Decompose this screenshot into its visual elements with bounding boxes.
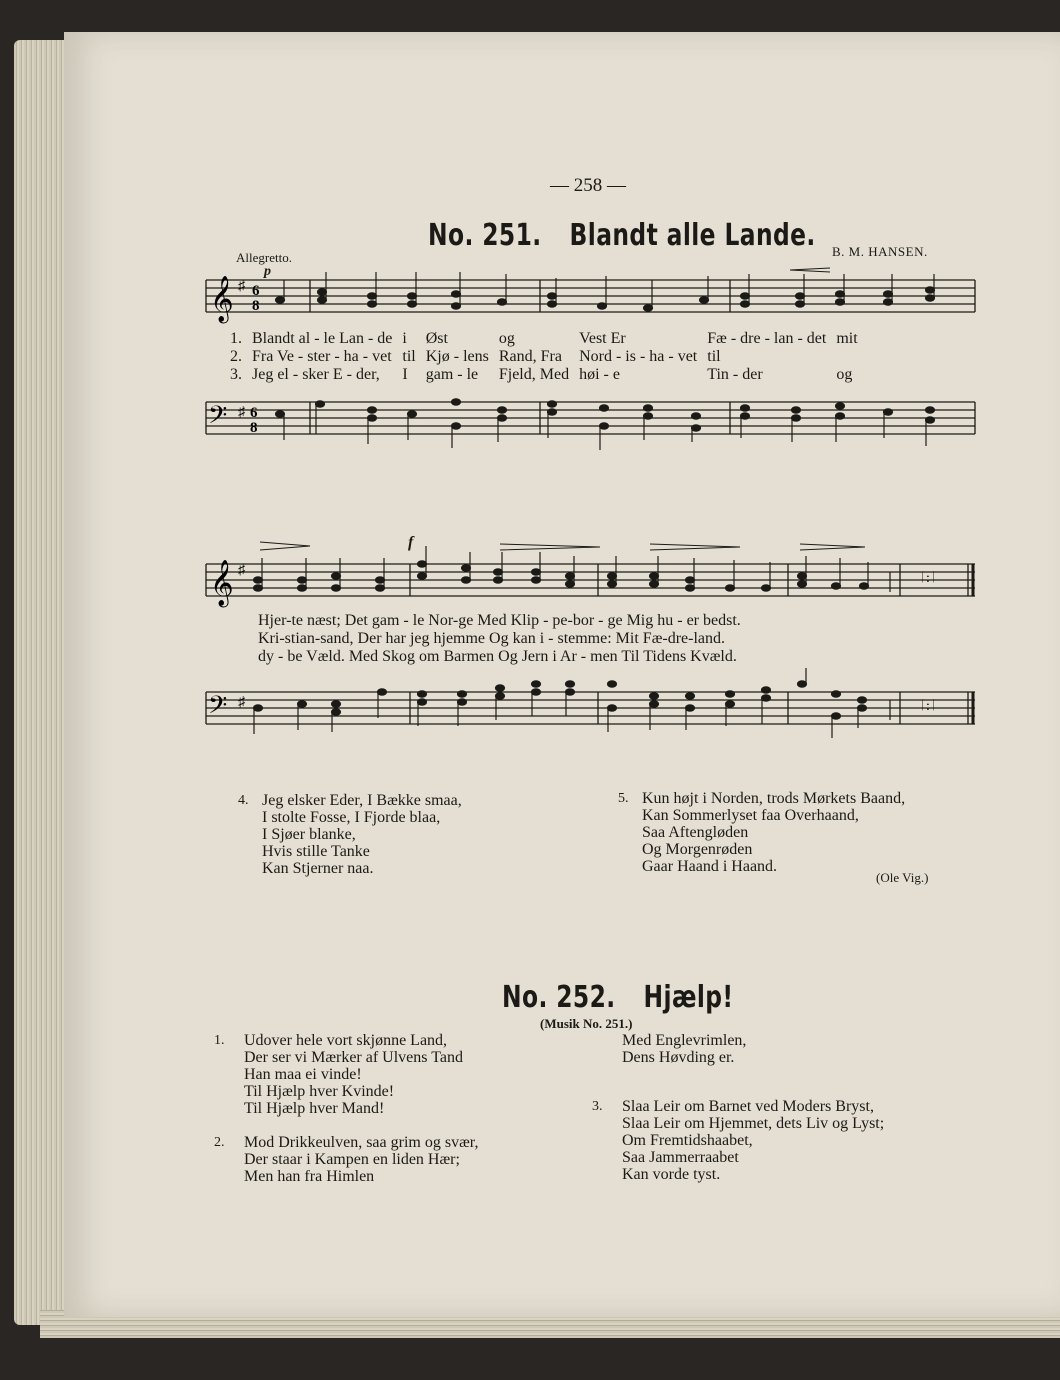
verse-4-line-5: Kan Stjerner naa. <box>262 860 374 877</box>
composer: B. M. HANSEN. <box>832 244 928 259</box>
lyric-verse-number: 1. <box>230 330 242 347</box>
verse-5-line-3: Saa Aftengløden <box>642 824 749 841</box>
song-252-verse-2-line-2: Der staar i Kampen en liden Hær; <box>244 1151 460 1168</box>
verse-4-line-1: Jeg elsker Eder, I Bække smaa, <box>262 792 462 809</box>
lyric-row <box>230 348 868 366</box>
lyric-cell: og <box>836 366 853 383</box>
treble-notes-system-1 <box>276 272 935 311</box>
song-252-verse-3-line-1: Slaa Leir om Barnet ved Moders Bryst, <box>622 1098 874 1115</box>
svg-text:♯: ♯ <box>238 405 245 420</box>
verse-4-number: 4. <box>238 793 249 808</box>
song-252-verse-1-line-4: Til Hjælp hver Kvinde! <box>244 1083 395 1100</box>
tempo-marking: Allegretto. <box>236 250 292 265</box>
lyric-cell: I <box>402 366 408 383</box>
svg-text:6: 6 <box>252 283 260 299</box>
song-252-verse-1-line-2: Der ser vi Mærker af Ulvens Tand <box>244 1049 463 1066</box>
verse-5-line-1: Kun højt i Norden, trods Mørkets Baand, <box>642 790 906 807</box>
verse-5-line-2: Kan Sommerlyset faa Overhaand, <box>642 807 859 824</box>
song-252-verse-2-continued <box>622 1032 746 1066</box>
treble-staff-system-2 <box>200 552 980 612</box>
song-252-verse-1-line-3: Han maa ei vinde! <box>244 1066 362 1083</box>
system-1-lyrics <box>230 330 868 384</box>
lyric-cell: i <box>402 330 407 347</box>
verse-5-line-4: Og Morgenrøden <box>642 841 753 858</box>
crescendo-hairpin <box>790 268 830 272</box>
svg-text:♯: ♯ <box>238 563 245 578</box>
verse-4-line-2: I stolte Fosse, I Fjorde blaa, <box>262 809 441 826</box>
lyricist-credit: (Ole Vig.) <box>876 870 929 885</box>
song-252-verse-2 <box>214 1134 478 1185</box>
verse-4 <box>238 792 462 877</box>
verse-5 <box>618 790 905 875</box>
treble-clef-icon-2: 𝄞 <box>210 560 234 606</box>
song-252-verse-2-line-1: Mod Drikkeulven, saa grim og svær, <box>244 1134 479 1151</box>
song-252-verse-1-line-5: Til Hjælp hver Mand! <box>244 1100 385 1117</box>
dynamic-forte: f <box>408 534 414 551</box>
svg-text:♯: ♯ <box>238 279 245 294</box>
song-252-verse-2-line-5: Dens Høvding er. <box>622 1049 735 1066</box>
song-252-music-reference: (Musik No. 251.) <box>540 1016 633 1031</box>
system-2-lyric-line-1: Hjer-te næst; Det gam - le Nor-ge Med Klip - pe-bor - ge Mig hu - er bedst. <box>258 612 741 629</box>
lyric-cell: Blandt al - le Lan - de <box>252 330 393 347</box>
system-2-lyric-line-3: dy - be Væld. Med Skog om Barmen Og Jern i Ar - men Til Tidens Kvæld. <box>258 648 737 665</box>
song-252-verse-1 <box>214 1032 463 1117</box>
song-252-verse-1-number: 1. <box>214 1033 225 1048</box>
system-2-lyric-line-2: Kri-stian-sand, Der har jeg hjemme Og kan i - stemme: Mit Fæ-dre-land. <box>258 630 725 647</box>
song-251-title <box>428 218 816 253</box>
song-252-verse-2-line-3: Men han fra Himlen <box>244 1168 375 1185</box>
song-252-verse-3-line-3: Om Fremtidshaabet, <box>622 1132 753 1149</box>
lyric-cell: Tin - der <box>707 366 763 383</box>
song-252-verse-3-line-4: Saa Jammerraabet <box>622 1149 739 1166</box>
lyric-cell: Øst <box>425 330 448 347</box>
book-page-edges <box>14 40 68 1325</box>
svg-text:𝄀 : 𝄀: 𝄀 : 𝄀 <box>922 571 934 586</box>
svg-text:8: 8 <box>252 298 260 314</box>
song-252-verse-1-line-1: Udover hele vort skjønne Land, <box>244 1032 448 1049</box>
song-252-verse-3-line-2: Slaa Leir om Hjemmet, dets Liv og Lyst; <box>622 1115 885 1132</box>
lyric-cell: Nord - is - ha - vet <box>579 348 698 365</box>
lyric-cell: Fæ - dre - lan - det <box>707 330 827 347</box>
song-252-verse-2-number: 2. <box>214 1135 225 1150</box>
song-252-verse-3 <box>592 1098 884 1183</box>
song-252-verse-2-line-4: Med Englevrimlen, <box>622 1032 747 1049</box>
lyric-cell: til <box>402 348 416 365</box>
lyric-cell: høi - e <box>579 366 620 383</box>
song-252-name: Hjælp! <box>643 980 734 1015</box>
song-252-title <box>502 980 733 1015</box>
svg-text:6: 6 <box>250 405 258 421</box>
svg-text:♯: ♯ <box>238 695 245 710</box>
lyric-cell: Rand, Fra <box>498 348 562 365</box>
dynamic-piano: p <box>264 264 271 279</box>
song-251-name: Blandt alle Lande. <box>569 218 816 253</box>
lyric-row <box>230 366 868 384</box>
lyric-cell: Fjeld, Med <box>498 366 570 383</box>
bass-staff-system-2 <box>200 680 980 740</box>
verse-5-number: 5. <box>618 791 629 806</box>
treble-staff-system-1 <box>200 268 980 328</box>
treble-notes-system-2 <box>254 546 891 592</box>
song-252-verse-3-line-5: Kan vorde tyst. <box>622 1166 721 1183</box>
svg-text:8: 8 <box>250 420 258 436</box>
lyric-verse-number: 2. <box>230 348 242 365</box>
lyric-cell: Vest Er <box>579 330 626 347</box>
lyric-cell: Kjø - lens <box>425 348 489 365</box>
verse-5-line-5: Gaar Haand i Haand. <box>642 858 778 875</box>
svg-text:𝄀 : 𝄀: 𝄀 : 𝄀 <box>922 699 934 714</box>
verse-4-line-3: I Sjøer blanke, <box>262 826 356 843</box>
treble-clef-icon: 𝄞 <box>210 276 234 322</box>
song-251-number: No. 251. <box>428 218 542 253</box>
song-252-verse-3-number: 3. <box>592 1099 603 1114</box>
bass-clef-icon-2: 𝄢 <box>208 691 228 726</box>
bass-clef-icon: 𝄢 <box>208 401 228 436</box>
system-2-lyrics <box>258 612 741 666</box>
lyric-cell: til <box>707 348 721 365</box>
lyric-cell: Fra Ve - ster - ha - vet <box>252 348 392 365</box>
lyric-row <box>230 330 868 348</box>
lyric-cell: og <box>498 330 515 347</box>
bass-notes-system-1 <box>276 399 935 450</box>
page-number: — 258 — <box>550 175 626 196</box>
lyric-cell: gam - le <box>425 366 479 383</box>
lyric-cell: Jeg el - sker E - der, <box>252 366 380 383</box>
song-252-number: No. 252. <box>502 980 616 1015</box>
bass-staff-system-1 <box>200 390 980 450</box>
lyric-verse-number: 3. <box>230 366 242 383</box>
lyric-cell: mit <box>836 330 858 347</box>
verse-4-line-4: Hvis stille Tanke <box>262 843 370 860</box>
